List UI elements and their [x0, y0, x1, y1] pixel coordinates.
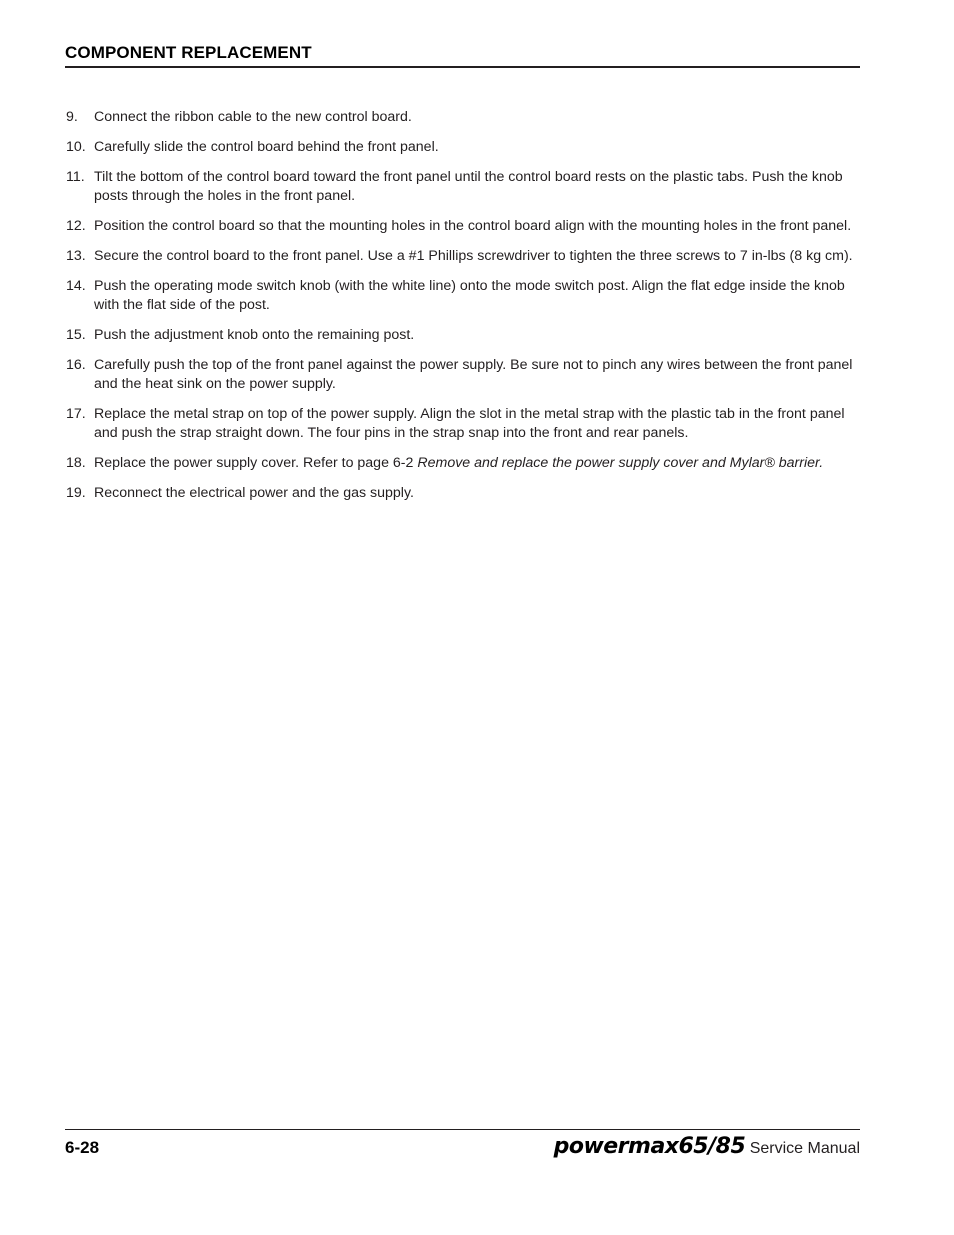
step-number: 16.: [66, 357, 86, 373]
step-number: 9.: [66, 109, 78, 125]
step-text: Carefully push the top of the front panel against the power supply. Be sure not to pinch any wires between the front panel and the heat sink on the power supply.: [94, 357, 853, 392]
step-text: Push the operating mode switch knob (with the white line) onto the mode switch post. Align the flat edge inside the knob with the flat side of the post.: [94, 278, 845, 313]
step-number: 18.: [66, 455, 86, 471]
step-text: Position the control board so that the mounting holes in the control board align with the mounting holes in the front panel.: [94, 218, 852, 234]
product-logo: powermax65/85: [553, 1134, 746, 1159]
step-item: [65, 277, 860, 315]
step-text: Replace the metal strap on top of the power supply. Align the slot in the metal strap with the plastic tab in the front panel and push the strap straight down. The four pins in the strap snap into the front and rear panels.: [94, 406, 845, 441]
step-item: [65, 356, 860, 394]
step-item: [65, 108, 860, 127]
step-number: 15.: [66, 327, 86, 343]
step-number: 13.: [66, 248, 86, 264]
procedure-steps: [65, 108, 860, 514]
step-text: Connect the ribbon cable to the new control board.: [94, 109, 412, 125]
step-item: [65, 326, 860, 345]
manual-title: [554, 1134, 860, 1162]
step-number: 11.: [66, 169, 85, 185]
step-item: [65, 168, 860, 206]
step-text: Carefully slide the control board behind the front panel.: [94, 139, 439, 155]
step-text: Tilt the bottom of the control board toward the front panel until the control board rests on the plastic tabs. Push the knob posts through the holes in the front panel.: [94, 169, 843, 204]
step-number: 12.: [66, 218, 86, 234]
section-title: COMPONENT REPLACEMENT: [65, 43, 312, 62]
page-header: [65, 43, 860, 68]
page-footer: [65, 1129, 860, 1170]
step-item: [65, 247, 860, 266]
step-item: [65, 217, 860, 236]
step-number: 17.: [66, 406, 86, 422]
step-number: 19.: [66, 485, 86, 501]
step-item: [65, 138, 860, 157]
step-item: [65, 405, 860, 443]
step-text: Reconnect the electrical power and the gas supply.: [94, 485, 414, 501]
step-item: [65, 484, 860, 503]
step-item: [65, 454, 860, 473]
step-text: [94, 455, 823, 471]
step-number: 10.: [66, 139, 86, 155]
step-text-plain: Replace the power supply cover. Refer to page 6-2: [94, 455, 418, 471]
cross-reference-title: Remove and replace the power supply cover and Mylar® barrier.: [417, 455, 824, 471]
manual-type: Service Manual: [749, 1140, 860, 1157]
page-number: 6-28: [65, 1138, 100, 1157]
step-text: Secure the control board to the front panel. Use a #1 Phillips screwdriver to tighten the three screws to 7 in-lbs (8 kg cm).: [94, 248, 853, 264]
step-number: 14.: [66, 278, 86, 294]
step-text: Push the adjustment knob onto the remaining post.: [94, 327, 415, 343]
